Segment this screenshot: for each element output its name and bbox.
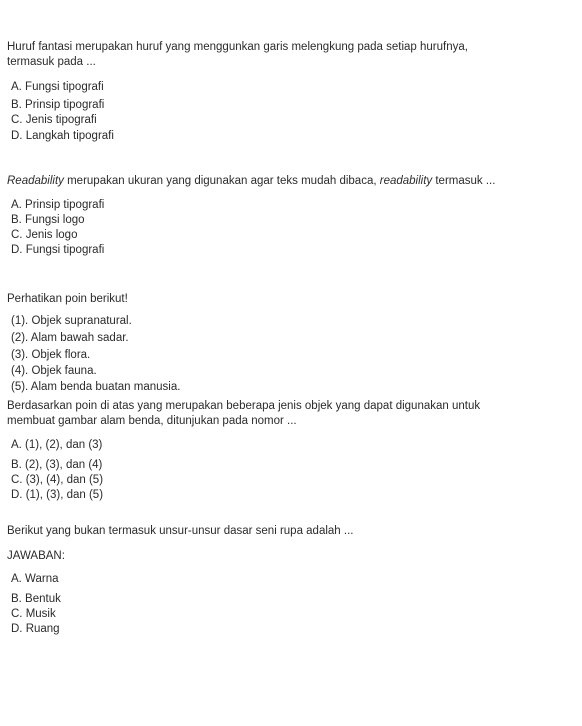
question-1-option-a[interactable]: A. Fungsi tipografi xyxy=(11,81,104,93)
question-3-point-2: (2). Alam bawah sadar. xyxy=(11,332,129,344)
question-2-option-c[interactable]: C. Jenis logo xyxy=(11,229,78,241)
question-2-text xyxy=(7,174,495,189)
question-2-option-a[interactable]: A. Prinsip tipografi xyxy=(11,199,105,211)
question-1-option-c[interactable]: C. Jenis tipografi xyxy=(11,114,97,126)
question-4-option-d[interactable]: D. Ruang xyxy=(11,623,60,635)
question-1-text: Huruf fantasi merupakan huruf yang menggunkan garis melengkung pada setiap hurufnya, termasuk pada ... xyxy=(7,41,468,68)
answer-label: JAWABAN: xyxy=(7,550,65,562)
question-3-intro: Perhatikan poin berikut! xyxy=(7,293,128,305)
question-1-option-d[interactable]: D. Langkah tipografi xyxy=(11,130,114,142)
question-3-option-c[interactable]: C. (3), (4), dan (5) xyxy=(11,474,104,486)
question-4-option-a[interactable]: A. Warna xyxy=(11,573,59,585)
question-2-option-b[interactable]: B. Fungsi logo xyxy=(11,214,85,226)
question-3-point-4: (4). Objek fauna. xyxy=(11,365,97,377)
question-2-text-mid: merupakan ukuran yang digunakan agar teks mudah dibaca, xyxy=(63,175,380,187)
question-2-option-d[interactable]: D. Fungsi tipografi xyxy=(11,244,105,256)
question-3-option-b[interactable]: B. (2), (3), dan (4) xyxy=(11,459,103,471)
question-4-option-c[interactable]: C. Musik xyxy=(11,608,56,620)
question-2-italic-term-1: Readability xyxy=(7,175,64,187)
question-2-text-end: termasuk ... xyxy=(432,175,496,187)
question-3-point-3: (3). Objek flora. xyxy=(11,349,91,361)
question-3-option-a[interactable]: A. (1), (2), dan (3) xyxy=(11,439,103,451)
question-3-point-1: (1). Objek supranatural. xyxy=(11,315,132,327)
question-3-option-d[interactable]: D. (1), (3), dan (5) xyxy=(11,489,104,501)
question-2-italic-term-2: readability xyxy=(379,175,433,187)
question-3-text: Berdasarkan poin di atas yang merupakan beberapa jenis objek yang dapat digunakan untuk membuat gambar alam benda, ditunjukan pada nomor ... xyxy=(7,400,481,427)
question-1-option-b[interactable]: B. Prinsip tipografi xyxy=(11,99,105,111)
question-4-text: Berikut yang bukan termasuk unsur-unsur dasar seni rupa adalah ... xyxy=(7,525,354,537)
question-4-option-b[interactable]: B. Bentuk xyxy=(11,593,61,605)
question-3-point-5: (5). Alam benda buatan manusia. xyxy=(11,381,181,393)
